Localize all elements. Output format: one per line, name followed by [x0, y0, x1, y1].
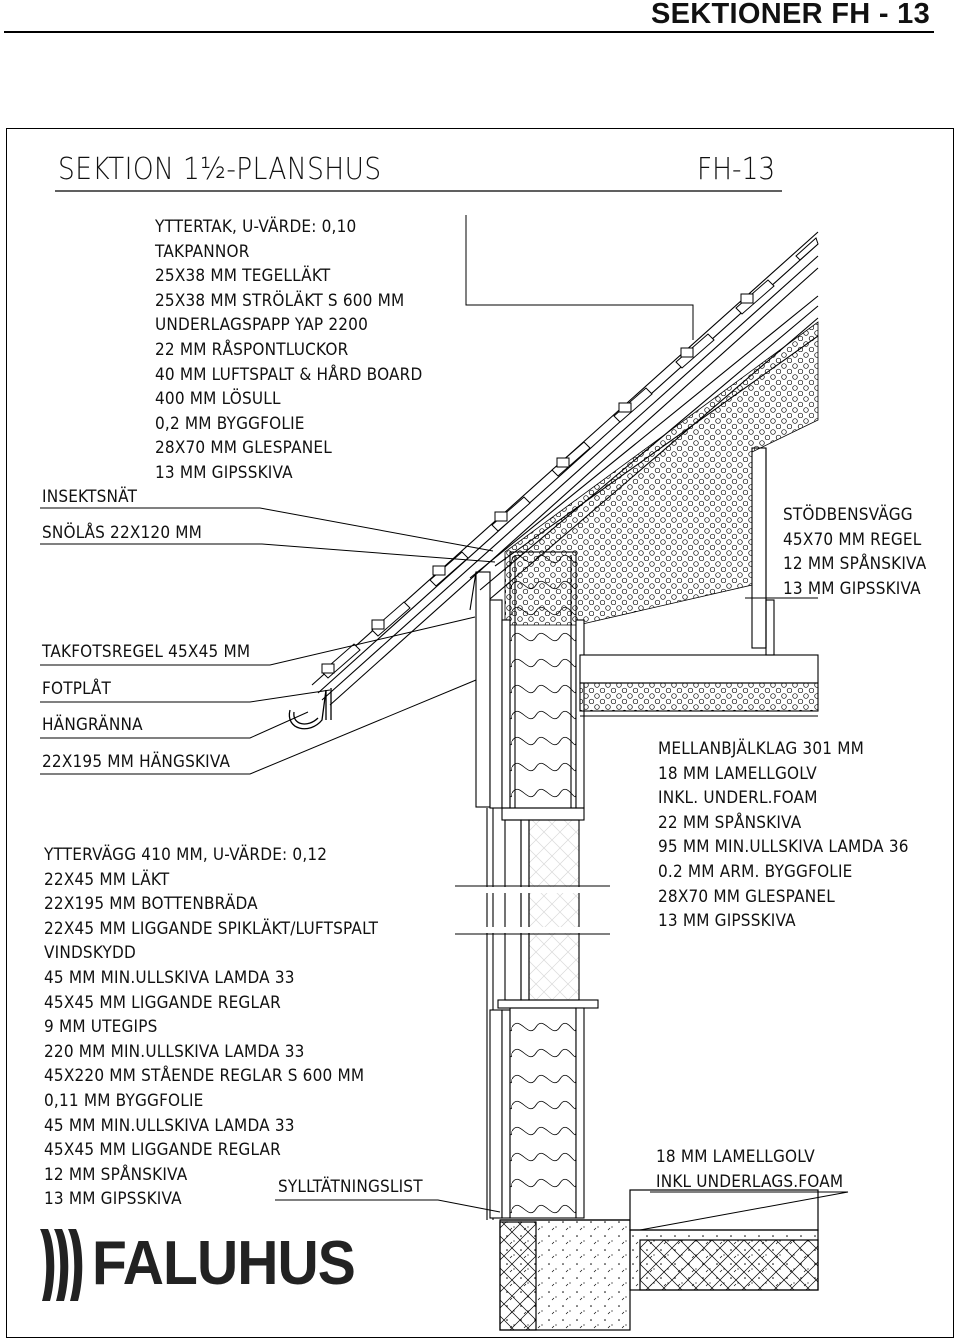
floor-spec-item: 0.2 MM ARM. BYGGFOLIE: [658, 861, 853, 882]
sheet-title: SEKTION 1½-PLANSHUS: [58, 152, 382, 187]
wall-spec-item: 45 MM MIN.ULLSKIVA LAMDA 33: [44, 967, 295, 988]
wall-spec-item: 0,11 MM BYGGFOLIE: [44, 1090, 204, 1111]
wall-spec-list: [44, 843, 415, 1212]
support-wall-item: 12 MM SPÅNSKIVA: [783, 554, 927, 575]
eave-label-insektsnat: INSEKTSNÄT: [42, 487, 138, 507]
eave-label-fotplat: FOTPLÅT: [42, 679, 112, 699]
eave-label-takfotsregel: TAKFOTSREGEL 45X45 MM: [42, 642, 251, 662]
logo-text: FALUHUS: [92, 1229, 355, 1298]
ground-floor-item: INKL UNDERLAGS.FOAM: [656, 1171, 844, 1192]
sill-label: SYLLTÄTNINGSLIST: [278, 1177, 423, 1197]
roof-spec-list: [155, 215, 452, 486]
support-wall-item: 13 MM GIPSSKIVA: [783, 578, 921, 599]
roof-spec-item: YTTERTAK, U-VÄRDE: 0,10: [155, 217, 357, 237]
wall-spec-item: 45X45 MM LIGGANDE REGLAR: [44, 1140, 281, 1161]
wall-spec-item: 9 MM UTEGIPS: [44, 1017, 158, 1038]
support-wall-item: 45X70 MM REGEL: [783, 529, 922, 550]
wall-spec-item: 22X45 MM LIGGANDE SPIKLÄKT/LUFTSPALT: [44, 918, 379, 939]
floor-spec-item: 28X70 MM GLESPANEL: [658, 886, 835, 907]
eave-label-snolas: SNÖLÅS 22X120 MM: [42, 523, 203, 543]
support-wall-list: [783, 503, 942, 601]
wall-spec-item: 13 MM GIPSSKIVA: [44, 1189, 182, 1210]
roof-spec-item: 28X70 MM GLESPANEL: [155, 438, 332, 459]
ground-floor-list: [656, 1145, 864, 1194]
roof-spec-item: 22 MM RÅSPONTLUCKOR: [155, 339, 349, 360]
roof-spec-item: 25X38 MM STRÖLÄKT S 600 MM: [155, 290, 405, 311]
wall-spec-item: 220 MM MIN.ULLSKIVA LAMDA 33: [44, 1041, 305, 1062]
wall-spec-item: 45X220 MM STÅENDE REGLAR S 600 MM: [44, 1066, 365, 1087]
roof-spec-item: UNDERLAGSPAPP YAP 2200: [155, 315, 369, 336]
wall-spec-item: 12 MM SPÅNSKIVA: [44, 1164, 188, 1185]
ground-floor-item: 18 MM LAMELLGOLV: [656, 1147, 815, 1167]
roof-spec-item: TAKPANNOR: [155, 241, 250, 262]
eave-label-hangskiva: 22X195 MM HÄNGSKIVA: [42, 752, 231, 772]
sheet-code: FH-13: [697, 152, 776, 187]
floor-spec-item: INKL. UNDERL.FOAM: [658, 788, 818, 809]
floor-spec-item: 22 MM SPÅNSKIVA: [658, 812, 802, 833]
floor-spec-item: 95 MM MIN.ULLSKIVA LAMDA 36: [658, 837, 909, 858]
wall-spec-item: VINDSKYDD: [44, 943, 136, 964]
wall-spec-item: 22X195 MM BOTTENBRÄDA: [44, 894, 258, 915]
floor-spec-item: 13 MM GIPSSKIVA: [658, 911, 796, 932]
wall-spec-item: 45X45 MM LIGGANDE REGLAR: [44, 992, 281, 1013]
floor-spec-item: MELLANBJÄLKLAG 301 MM: [658, 739, 864, 759]
page-title: SEKTIONER FH - 13: [650, 0, 930, 30]
roof-spec-item: 40 MM LUFTSPALT & HÅRD BOARD: [155, 364, 423, 385]
roof-spec-item: 0,2 MM BYGGFOLIE: [155, 413, 305, 434]
wall-spec-item: YTTERVÄGG 410 MM, U-VÄRDE: 0,12: [44, 845, 328, 865]
roof-spec-item: 25X38 MM TEGELLÄKT: [155, 266, 331, 287]
eave-label-hangranna: HÄNGRÄNNA: [42, 715, 143, 735]
roof-spec-item: 13 MM GIPSSKIVA: [155, 462, 293, 483]
roof-spec-item: 400 MM LÖSULL: [155, 389, 281, 410]
support-wall-item: STÖDBENSVÄGG: [783, 505, 913, 525]
wall-spec-item: 22X45 MM LÄKT: [44, 869, 170, 890]
floor-spec-list: [658, 737, 937, 934]
wall-spec-item: 45 MM MIN.ULLSKIVA LAMDA 33: [44, 1115, 295, 1136]
floor-spec-item: 18 MM LAMELLGOLV: [658, 763, 817, 784]
